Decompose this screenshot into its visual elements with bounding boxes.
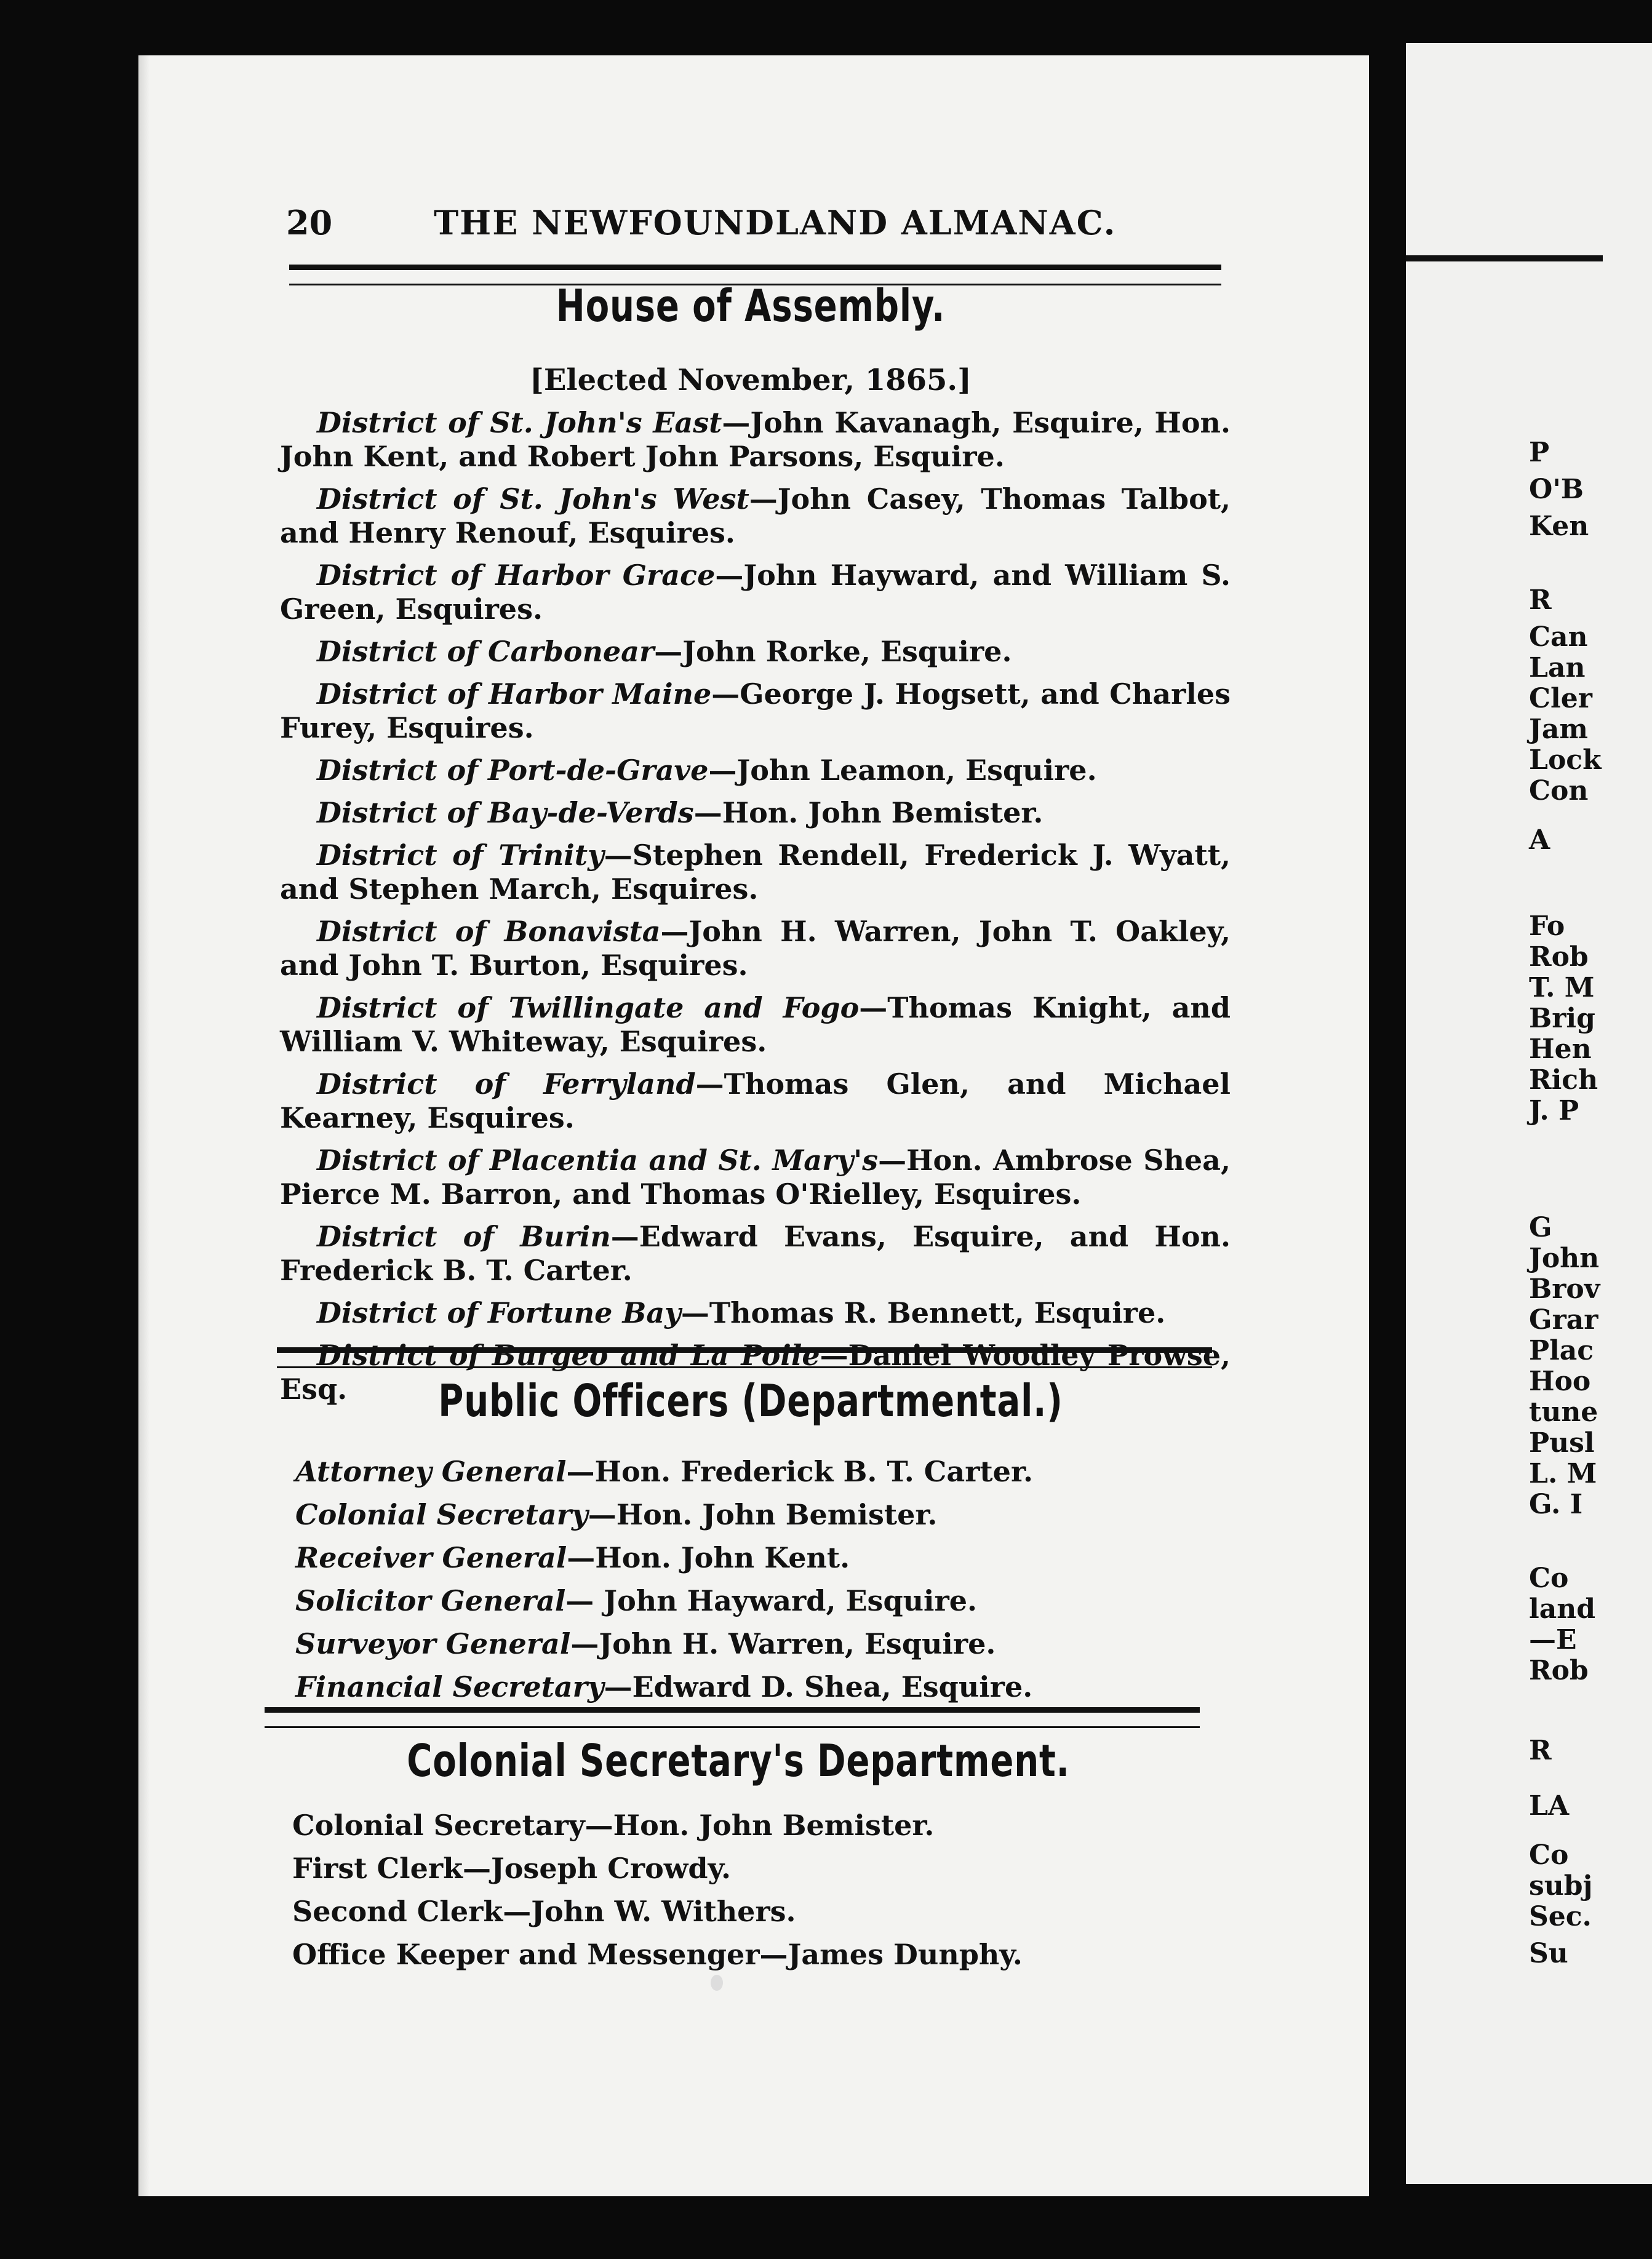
page-gutter-shadow bbox=[138, 55, 150, 2196]
district-name: District of Fortune Bay bbox=[317, 1296, 681, 1329]
adjacent-page-text: P bbox=[1529, 437, 1550, 468]
district-members: —Thomas Knight, and William V. Whiteway, Esquires. bbox=[280, 991, 1231, 1058]
district-name: District of Harbor Grace bbox=[317, 559, 716, 592]
officer-entry bbox=[295, 1498, 1218, 1541]
officer-entry bbox=[295, 1541, 1218, 1584]
assembly-divider bbox=[277, 1347, 1212, 1368]
district-entry bbox=[280, 635, 1231, 669]
district-members: —John Hayward, and William S. Green, Esquires. bbox=[280, 559, 1231, 626]
adjacent-page-text: Brig bbox=[1529, 1003, 1595, 1034]
adjacent-page-text: Co bbox=[1529, 1839, 1569, 1871]
officer-name: —Hon. John Bemister. bbox=[588, 1498, 938, 1531]
assembly-heading: House of Assembly. bbox=[556, 280, 946, 332]
district-name: District of Bonavista bbox=[317, 915, 661, 948]
officer-name: —Hon. John Kent. bbox=[567, 1541, 850, 1574]
officer-name: — John Hayward, Esquire. bbox=[565, 1584, 978, 1617]
officer-entry bbox=[295, 1584, 1218, 1627]
public-officers-heading: Public Officers (Departmental.) bbox=[438, 1375, 1063, 1427]
adjacent-page-text: Rob bbox=[1529, 941, 1589, 973]
officers-divider bbox=[265, 1707, 1200, 1728]
district-entry bbox=[280, 1220, 1231, 1288]
adjacent-page-text: L. M bbox=[1529, 1458, 1597, 1489]
district-members: —John Kavanagh, Esquire, Hon. John Kent, and Robert John Parsons, Esquire. bbox=[280, 406, 1231, 473]
district-members: —Hon. John Bemister. bbox=[693, 796, 1043, 829]
district-entry bbox=[280, 559, 1231, 626]
district-name: District of Burgeo and La Poile bbox=[317, 1339, 820, 1372]
page-number: 20 bbox=[286, 203, 333, 242]
district-entry bbox=[280, 754, 1231, 787]
adjacent-page-text: Grar bbox=[1529, 1304, 1598, 1336]
adjacent-page-text: Rich bbox=[1529, 1064, 1598, 1096]
officer-name: —Edward D. Shea, Esquire. bbox=[604, 1670, 1033, 1703]
paper-speck bbox=[711, 1975, 723, 1991]
adjacent-page-text: John bbox=[1529, 1243, 1600, 1274]
dept-entry: Office Keeper and Messenger—James Dunphy. bbox=[292, 1938, 1023, 1971]
adjacent-page-text: A bbox=[1529, 824, 1550, 856]
adjacent-page-text: Con bbox=[1529, 775, 1589, 807]
district-name: District of Bay-de-Verds bbox=[317, 796, 694, 829]
adjacent-page-text: R bbox=[1529, 584, 1552, 616]
district-name: District of Burin bbox=[317, 1220, 611, 1253]
officer-role: Receiver General bbox=[295, 1541, 567, 1574]
district-name: District of Carbonear bbox=[317, 635, 655, 668]
adjacent-page-text: Ken bbox=[1529, 511, 1589, 542]
district-entry bbox=[280, 406, 1231, 474]
district-members: —Hon. Ambrose Shea, Pierce M. Barron, and Thomas O'Rielley, Esquires. bbox=[280, 1144, 1231, 1211]
adjacent-page-text: T. M bbox=[1529, 972, 1595, 1003]
running-title: THE NEWFOUNDLAND ALMANAC. bbox=[434, 203, 1117, 242]
adjacent-page-text: Hen bbox=[1529, 1034, 1592, 1065]
officer-name: —Hon. Frederick B. T. Carter. bbox=[566, 1455, 1033, 1488]
officer-entry bbox=[295, 1627, 1218, 1670]
district-entry bbox=[280, 677, 1231, 745]
officer-role: Attorney General bbox=[295, 1455, 567, 1488]
adjacent-page-text: Co bbox=[1529, 1563, 1569, 1594]
district-members: —Thomas R. Bennett, Esquire. bbox=[680, 1296, 1166, 1329]
dept-entry: Second Clerk—John W. Withers. bbox=[292, 1895, 796, 1928]
officer-name: —John H. Warren, Esquire. bbox=[570, 1627, 996, 1660]
adjacent-page-text: Sec. bbox=[1529, 1901, 1592, 1932]
adjacent-page-rule bbox=[1406, 255, 1603, 261]
district-name: District of Twillingate and Fogo bbox=[317, 991, 860, 1024]
district-entry bbox=[280, 991, 1231, 1059]
adjacent-page-fragment bbox=[1406, 43, 1652, 2184]
adjacent-page-text: Cler bbox=[1529, 683, 1592, 714]
district-name: District of Trinity bbox=[317, 839, 604, 872]
district-members: —Edward Evans, Esquire, and Hon. Frederick B. T. Carter. bbox=[280, 1220, 1231, 1287]
adjacent-page-text: Hoo bbox=[1529, 1366, 1591, 1397]
adjacent-page-text: tune bbox=[1529, 1396, 1598, 1428]
district-name: District of St. John's East bbox=[317, 406, 722, 439]
adjacent-page-text: LA bbox=[1529, 1790, 1570, 1822]
public-officers-list bbox=[295, 1455, 1218, 1713]
district-entry bbox=[280, 915, 1231, 982]
adjacent-page-text: Fo bbox=[1529, 910, 1565, 942]
district-name: District of Ferryland bbox=[317, 1067, 696, 1101]
dept-entry: Colonial Secretary—Hon. John Bemister. bbox=[292, 1809, 935, 1842]
adjacent-page-text: Lock bbox=[1529, 744, 1602, 776]
running-header bbox=[286, 203, 1221, 246]
district-members: —Daniel Woodley Prowse, Esq. bbox=[280, 1339, 1231, 1406]
adjacent-page-text: subj bbox=[1529, 1870, 1593, 1902]
district-name: District of Harbor Maine bbox=[317, 677, 712, 711]
district-entry bbox=[280, 796, 1231, 830]
district-entry bbox=[280, 839, 1231, 906]
district-entry bbox=[280, 1144, 1231, 1211]
district-members: —Stephen Rendell, Frederick J. Wyatt, and Stephen March, Esquires. bbox=[280, 839, 1231, 906]
district-name: District of St. John's West bbox=[317, 482, 749, 516]
officer-entry bbox=[295, 1455, 1218, 1498]
adjacent-page-text: Brov bbox=[1529, 1273, 1600, 1305]
adjacent-page-text: Can bbox=[1529, 621, 1588, 653]
district-members: —John H. Warren, John T. Oakley, and John T. Burton, Esquires. bbox=[280, 915, 1231, 982]
adjacent-page-text: G. I bbox=[1529, 1489, 1583, 1520]
district-entry bbox=[280, 482, 1231, 550]
district-members: —John Leamon, Esquire. bbox=[708, 754, 1097, 787]
officer-role: Solicitor General bbox=[295, 1584, 566, 1617]
district-members: —George J. Hogsett, and Charles Furey, Esquires. bbox=[280, 677, 1231, 744]
adjacent-page-text: J. P bbox=[1529, 1095, 1579, 1126]
district-members: —John Casey, Thomas Talbot, and Henry Renouf, Esquires. bbox=[280, 482, 1231, 549]
officer-role: Colonial Secretary bbox=[295, 1498, 588, 1531]
officer-role: Surveyor General bbox=[295, 1627, 571, 1660]
adjacent-page-text: —E bbox=[1529, 1624, 1577, 1655]
adjacent-page-text: Rob bbox=[1529, 1655, 1589, 1686]
officer-role: Financial Secretary bbox=[295, 1670, 604, 1703]
assembly-subheading: [Elected November, 1865.] bbox=[530, 363, 972, 397]
adjacent-page-text: O'B bbox=[1529, 474, 1584, 505]
district-entry bbox=[280, 1296, 1231, 1330]
district-members: —Thomas Glen, and Michael Kearney, Esquires. bbox=[280, 1067, 1231, 1134]
district-name: District of Port-de-Grave bbox=[317, 754, 709, 787]
colonial-dept-list bbox=[292, 1809, 1215, 1981]
district-name: District of Placentia and St. Mary's bbox=[317, 1144, 879, 1177]
district-members: —John Rorke, Esquire. bbox=[654, 635, 1012, 668]
district-entry bbox=[280, 1067, 1231, 1135]
adjacent-page-text: R bbox=[1529, 1735, 1552, 1766]
dept-entry: First Clerk—Joseph Crowdy. bbox=[292, 1852, 731, 1885]
adjacent-page-text: G bbox=[1529, 1212, 1552, 1243]
adjacent-page-text: Plac bbox=[1529, 1335, 1594, 1366]
assembly-district-list bbox=[280, 406, 1231, 1415]
adjacent-page-text: Lan bbox=[1529, 652, 1586, 683]
adjacent-page-text: land bbox=[1529, 1593, 1595, 1625]
adjacent-page-text: Pusl bbox=[1529, 1427, 1595, 1459]
adjacent-page-text: Jam bbox=[1529, 714, 1588, 745]
colonial-dept-heading: Colonial Secretary's Department. bbox=[407, 1735, 1070, 1787]
adjacent-page-text: Su bbox=[1529, 1938, 1568, 1969]
